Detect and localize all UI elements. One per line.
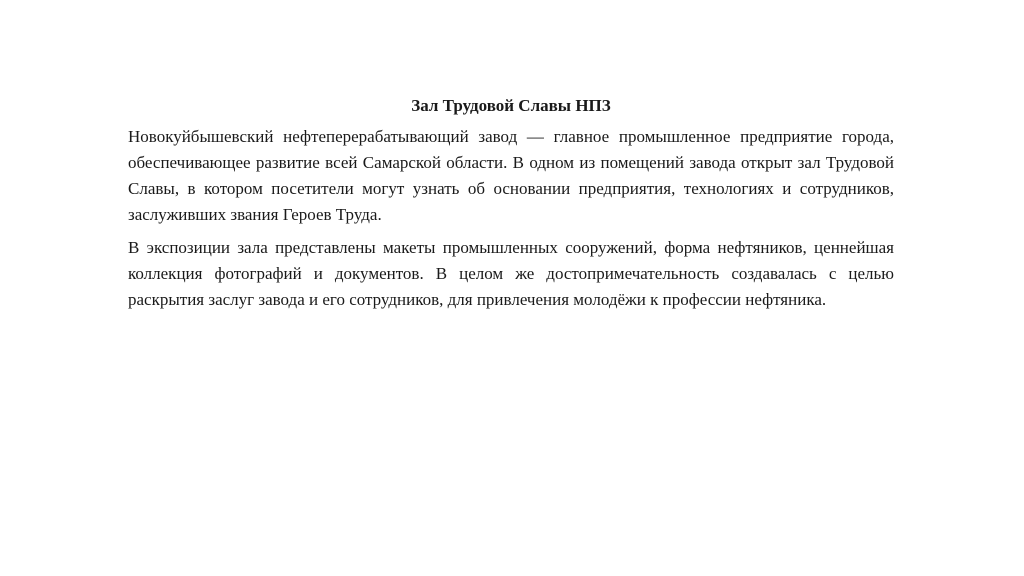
paragraph-2: В экспозиции зала представлены макеты промышленных сооружений, форма нефтяников, ценнейшая коллекция фотографий и документов. В целом же достопримечательность создавалась с целью раскрытия заслуг завода и его сотрудников, для привлечения молодёжи к профессии нефтяника. xyxy=(128,238,894,309)
document-title: Зал Трудовой Славы НПЗ xyxy=(411,96,611,115)
paragraph-1: Новокуйбышевский нефтеперерабатывающий завод — главное промышленное предприятие города, обеспечивающее развитие всей Самарской области. В одном из помещений завода открыт зал Трудовой Славы, в котором посетители могут узнать об основании предприятия, технологиях и сотрудников, заслуживших звания Героев Труда. xyxy=(128,127,894,224)
document-body xyxy=(128,94,894,320)
